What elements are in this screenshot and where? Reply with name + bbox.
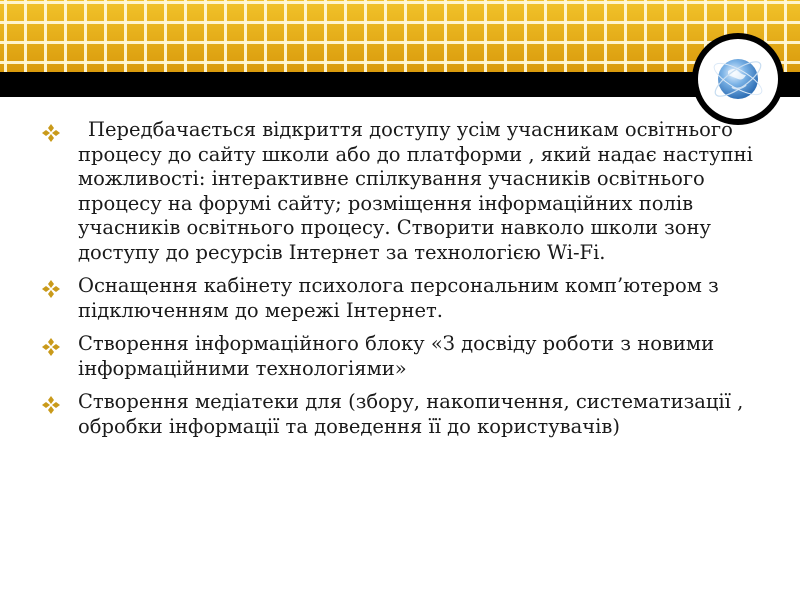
globe-badge [692,33,784,125]
header-grid-pattern [0,0,800,72]
list-item [36,332,781,381]
globe-icon [706,47,770,111]
diamond-bullet-icon [42,338,60,356]
header-bar [0,72,800,97]
diamond-bullet-icon [42,396,60,414]
diamond-bullet-icon [42,280,60,298]
bullet-text: Створення медіатеки для (збору, накопичення, систематизації , обробки інформації та доведення її до користувачів) [78,390,744,438]
diamond-bullet-icon [42,124,60,142]
list-item [36,390,781,439]
list-item [36,274,781,323]
bullet-text: Передбачається відкриття доступу усім учасникам освітнього процесу до сайту школи або до платформи , який надає наступні можливості: інтерактивне спілкування учасників освітнього процесу на форумі сайту; розміщення інформаційних полів учасників освітнього процесу. Створити навколо школи зону доступу до ресурсів Інтернет за технологією Wi-Fi. [78,118,753,264]
bullet-text: Оснащення кабінету психолога персональним комп’ютером з підключенням до мережі Інтернет. [78,274,719,322]
bullet-list [36,118,781,448]
list-item [36,118,781,265]
bullet-text: Створення інформаційного блоку «З досвіду роботи з новими інформаційними технологіями» [78,332,715,380]
